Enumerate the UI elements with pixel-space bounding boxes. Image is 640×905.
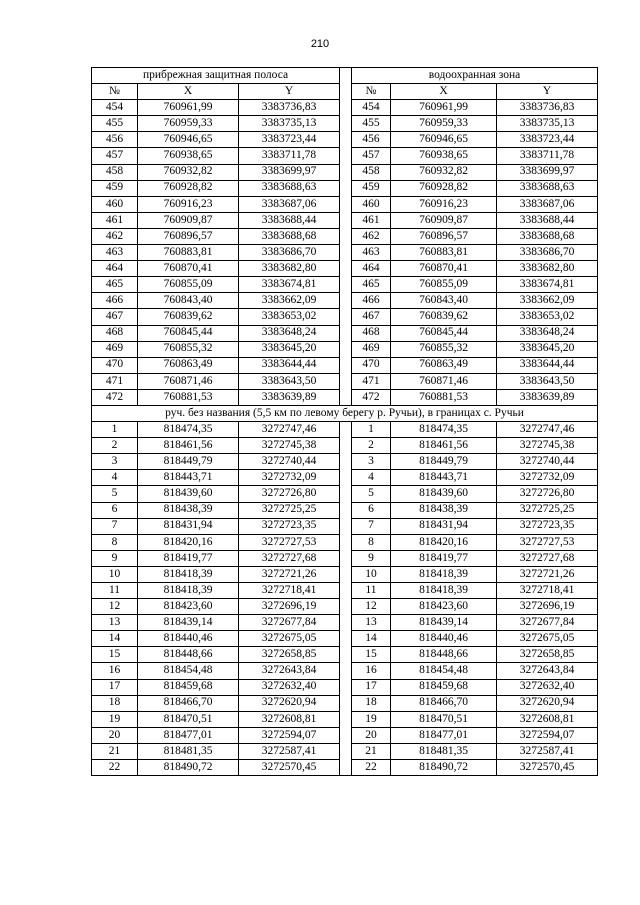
- left-table-title: прибрежная защитная полоса: [92, 68, 340, 84]
- left-y-value: 3272570,45: [239, 760, 340, 776]
- left-x-value: 818431,94: [138, 518, 239, 534]
- left-point-number: 455: [92, 116, 138, 132]
- left-x-value: 818459,68: [138, 679, 239, 695]
- left-y-value: 3272594,07: [239, 727, 340, 743]
- left-x-value: 760845,44: [138, 325, 239, 341]
- right-x-value: 818477,01: [391, 727, 497, 743]
- right-y-value: 3383682,80: [497, 261, 598, 277]
- right-x-value: 760870,41: [391, 261, 497, 277]
- right-point-number: 17: [352, 679, 391, 695]
- right-x-value: 760871,46: [391, 373, 497, 389]
- right-point-number: 456: [352, 132, 391, 148]
- right-x-value: 818474,35: [391, 422, 497, 438]
- right-y-value: 3272718,41: [497, 583, 598, 599]
- left-x-value: 818466,70: [138, 695, 239, 711]
- left-point-number: 1: [92, 422, 138, 438]
- right-x-value: 760961,99: [391, 100, 497, 116]
- left-point-number: 7: [92, 518, 138, 534]
- right-x-value: 760946,65: [391, 132, 497, 148]
- left-point-number: 12: [92, 599, 138, 615]
- left-point-number: 17: [92, 679, 138, 695]
- left-y-value: 3272675,05: [239, 631, 340, 647]
- right-x-value: 760916,23: [391, 196, 497, 212]
- left-x-value: 818448,66: [138, 647, 239, 663]
- right-y-value: 3272726,80: [497, 486, 598, 502]
- right-x-value: 818439,60: [391, 486, 497, 502]
- right-num-header: №: [352, 84, 391, 100]
- right-point-number: 468: [352, 325, 391, 341]
- left-x-value: 818418,39: [138, 566, 239, 582]
- right-point-number: 460: [352, 196, 391, 212]
- right-point-number: 459: [352, 180, 391, 196]
- left-y-value: 3383643,50: [239, 373, 340, 389]
- right-x-value: 818449,79: [391, 454, 497, 470]
- left-x-value: 760855,09: [138, 277, 239, 293]
- left-point-number: 2: [92, 438, 138, 454]
- right-y-value: 3272620,94: [497, 695, 598, 711]
- right-y-value: 3383648,24: [497, 325, 598, 341]
- right-x-value: 818418,39: [391, 566, 497, 582]
- left-point-number: 469: [92, 341, 138, 357]
- left-x-value: 760946,65: [138, 132, 239, 148]
- right-point-number: 3: [352, 454, 391, 470]
- right-y-value: 3383736,83: [497, 100, 598, 116]
- left-x-value: 760928,82: [138, 180, 239, 196]
- right-y-value: 3272740,44: [497, 454, 598, 470]
- right-y-value: 3272587,41: [497, 743, 598, 759]
- left-x-value: 760896,57: [138, 228, 239, 244]
- left-x-value: 760932,82: [138, 164, 239, 180]
- right-y-value: 3272608,81: [497, 711, 598, 727]
- left-y-value: 3272727,68: [239, 550, 340, 566]
- section-title: руч. без названия (5,5 км по левому берегу р. Ручьи), в границах с. Ручьи: [92, 405, 598, 421]
- right-y-value: 3272594,07: [497, 727, 598, 743]
- right-x-value: 760855,09: [391, 277, 497, 293]
- right-point-number: 8: [352, 534, 391, 550]
- right-x-value: 818490,72: [391, 760, 497, 776]
- left-point-number: 20: [92, 727, 138, 743]
- right-x-value: 760881,53: [391, 389, 497, 405]
- left-point-number: 459: [92, 180, 138, 196]
- left-point-number: 4: [92, 470, 138, 486]
- left-y-value: 3272696,19: [239, 599, 340, 615]
- right-point-number: 462: [352, 228, 391, 244]
- right-x-value: 818420,16: [391, 534, 497, 550]
- right-y-value: 3272725,25: [497, 502, 598, 518]
- left-y-value: 3383688,68: [239, 228, 340, 244]
- right-x-value: 760938,65: [391, 148, 497, 164]
- right-y-value: 3272643,84: [497, 663, 598, 679]
- left-x-value: 818443,71: [138, 470, 239, 486]
- left-point-number: 462: [92, 228, 138, 244]
- left-y-value: 3383723,44: [239, 132, 340, 148]
- left-y-value: 3272732,09: [239, 470, 340, 486]
- left-point-number: 460: [92, 196, 138, 212]
- right-point-number: 7: [352, 518, 391, 534]
- left-y-value: 3383686,70: [239, 245, 340, 261]
- right-point-number: 21: [352, 743, 391, 759]
- column-gap: [340, 422, 352, 776]
- right-x-value: 760932,82: [391, 164, 497, 180]
- left-x-value: 760881,53: [138, 389, 239, 405]
- left-y-value: 3383644,44: [239, 357, 340, 373]
- left-x-value: 818477,01: [138, 727, 239, 743]
- right-x-value: 818443,71: [391, 470, 497, 486]
- right-y-value: 3272732,09: [497, 470, 598, 486]
- left-y-value: 3272747,46: [239, 422, 340, 438]
- left-y-header: Y: [239, 84, 340, 100]
- left-point-number: 472: [92, 389, 138, 405]
- right-x-value: 760843,40: [391, 293, 497, 309]
- left-y-value: 3272726,80: [239, 486, 340, 502]
- right-x-value: 760909,87: [391, 212, 497, 228]
- right-y-value: 3272696,19: [497, 599, 598, 615]
- right-x-value: 818423,60: [391, 599, 497, 615]
- right-point-number: 466: [352, 293, 391, 309]
- left-x-header: X: [138, 84, 239, 100]
- left-y-value: 3272718,41: [239, 583, 340, 599]
- right-point-number: 1: [352, 422, 391, 438]
- left-point-number: 467: [92, 309, 138, 325]
- right-point-number: 19: [352, 711, 391, 727]
- left-point-number: 471: [92, 373, 138, 389]
- left-point-number: 3: [92, 454, 138, 470]
- right-y-value: 3272677,84: [497, 615, 598, 631]
- right-x-value: 818466,70: [391, 695, 497, 711]
- left-point-number: 456: [92, 132, 138, 148]
- right-y-value: 3383653,02: [497, 309, 598, 325]
- left-x-value: 818439,60: [138, 486, 239, 502]
- right-y-value: 3272658,85: [497, 647, 598, 663]
- right-y-value: 3383644,44: [497, 357, 598, 373]
- right-x-value: 760863,49: [391, 357, 497, 373]
- left-point-number: 16: [92, 663, 138, 679]
- right-point-number: 463: [352, 245, 391, 261]
- left-x-value: 760855,32: [138, 341, 239, 357]
- left-x-value: 818423,60: [138, 599, 239, 615]
- left-point-number: 15: [92, 647, 138, 663]
- left-point-number: 464: [92, 261, 138, 277]
- right-point-number: 10: [352, 566, 391, 582]
- left-y-value: 3383735,13: [239, 116, 340, 132]
- left-x-value: 818454,48: [138, 663, 239, 679]
- left-y-value: 3383699,97: [239, 164, 340, 180]
- left-x-value: 760843,40: [138, 293, 239, 309]
- right-point-number: 16: [352, 663, 391, 679]
- right-point-number: 2: [352, 438, 391, 454]
- left-x-value: 818418,39: [138, 583, 239, 599]
- right-y-value: 3272727,68: [497, 550, 598, 566]
- left-point-number: 458: [92, 164, 138, 180]
- left-y-value: 3383662,09: [239, 293, 340, 309]
- right-y-value: 3383643,50: [497, 373, 598, 389]
- left-point-number: 457: [92, 148, 138, 164]
- left-point-number: 8: [92, 534, 138, 550]
- right-point-number: 14: [352, 631, 391, 647]
- right-y-value: 3272745,38: [497, 438, 598, 454]
- right-y-value: 3383686,70: [497, 245, 598, 261]
- left-x-value: 760959,33: [138, 116, 239, 132]
- left-y-value: 3272677,84: [239, 615, 340, 631]
- left-x-value: 818439,14: [138, 615, 239, 631]
- left-point-number: 6: [92, 502, 138, 518]
- left-num-header: №: [92, 84, 138, 100]
- right-point-number: 469: [352, 341, 391, 357]
- table-row: [92, 422, 598, 438]
- left-point-number: 11: [92, 583, 138, 599]
- left-point-number: 463: [92, 245, 138, 261]
- left-x-value: 760883,81: [138, 245, 239, 261]
- left-point-number: 10: [92, 566, 138, 582]
- right-y-value: 3272570,45: [497, 760, 598, 776]
- right-x-value: 818440,46: [391, 631, 497, 647]
- left-x-value: 818438,39: [138, 502, 239, 518]
- title-row: [92, 68, 598, 84]
- right-point-number: 5: [352, 486, 391, 502]
- left-point-number: 18: [92, 695, 138, 711]
- right-point-number: 6: [352, 502, 391, 518]
- left-y-value: 3272632,40: [239, 679, 340, 695]
- right-y-value: 3383688,44: [497, 212, 598, 228]
- left-x-value: 818481,35: [138, 743, 239, 759]
- right-y-value: 3272723,35: [497, 518, 598, 534]
- right-x-value: 760896,57: [391, 228, 497, 244]
- right-y-value: 3383711,78: [497, 148, 598, 164]
- left-point-number: 465: [92, 277, 138, 293]
- right-point-number: 9: [352, 550, 391, 566]
- left-y-value: 3383645,20: [239, 341, 340, 357]
- left-point-number: 22: [92, 760, 138, 776]
- left-y-value: 3383688,44: [239, 212, 340, 228]
- right-point-number: 465: [352, 277, 391, 293]
- right-y-value: 3383723,44: [497, 132, 598, 148]
- left-y-value: 3383674,81: [239, 277, 340, 293]
- left-y-value: 3272723,35: [239, 518, 340, 534]
- left-y-value: 3272727,53: [239, 534, 340, 550]
- right-point-number: 15: [352, 647, 391, 663]
- left-x-value: 818470,51: [138, 711, 239, 727]
- left-x-value: 760916,23: [138, 196, 239, 212]
- left-y-value: 3383736,83: [239, 100, 340, 116]
- left-x-value: 818420,16: [138, 534, 239, 550]
- right-point-number: 472: [352, 389, 391, 405]
- left-y-value: 3272740,44: [239, 454, 340, 470]
- left-y-value: 3272658,85: [239, 647, 340, 663]
- right-point-number: 470: [352, 357, 391, 373]
- right-y-value: 3383688,63: [497, 180, 598, 196]
- left-x-value: 760863,49: [138, 357, 239, 373]
- left-y-value: 3272745,38: [239, 438, 340, 454]
- right-x-value: 760845,44: [391, 325, 497, 341]
- right-y-value: 3272632,40: [497, 679, 598, 695]
- right-y-value: 3272721,26: [497, 566, 598, 582]
- left-y-value: 3272608,81: [239, 711, 340, 727]
- right-point-number: 461: [352, 212, 391, 228]
- left-point-number: 21: [92, 743, 138, 759]
- right-y-value: 3383662,09: [497, 293, 598, 309]
- left-point-number: 14: [92, 631, 138, 647]
- right-x-value: 818438,39: [391, 502, 497, 518]
- left-point-number: 466: [92, 293, 138, 309]
- left-x-value: 760938,65: [138, 148, 239, 164]
- right-y-value: 3272727,53: [497, 534, 598, 550]
- right-x-value: 818454,48: [391, 663, 497, 679]
- right-point-number: 20: [352, 727, 391, 743]
- left-x-value: 760870,41: [138, 261, 239, 277]
- column-gap: [340, 68, 352, 406]
- right-y-value: 3383645,20: [497, 341, 598, 357]
- right-y-value: 3383699,97: [497, 164, 598, 180]
- right-point-number: 18: [352, 695, 391, 711]
- right-x-header: X: [391, 84, 497, 100]
- right-point-number: 464: [352, 261, 391, 277]
- right-point-number: 13: [352, 615, 391, 631]
- right-y-value: 3383687,06: [497, 196, 598, 212]
- left-y-value: 3383653,02: [239, 309, 340, 325]
- left-y-value: 3383711,78: [239, 148, 340, 164]
- right-x-value: 818431,94: [391, 518, 497, 534]
- right-x-value: 760959,33: [391, 116, 497, 132]
- right-x-value: 760855,32: [391, 341, 497, 357]
- right-x-value: 760883,81: [391, 245, 497, 261]
- right-x-value: 818439,14: [391, 615, 497, 631]
- left-point-number: 13: [92, 615, 138, 631]
- right-x-value: 818448,66: [391, 647, 497, 663]
- right-point-number: 467: [352, 309, 391, 325]
- left-point-number: 454: [92, 100, 138, 116]
- right-y-value: 3383639,89: [497, 389, 598, 405]
- left-x-value: 818440,46: [138, 631, 239, 647]
- left-y-value: 3272725,25: [239, 502, 340, 518]
- right-point-number: 11: [352, 583, 391, 599]
- left-y-value: 3272587,41: [239, 743, 340, 759]
- right-y-header: Y: [497, 84, 598, 100]
- coordinates-table: [91, 67, 598, 776]
- right-y-value: 3383674,81: [497, 277, 598, 293]
- right-y-value: 3272675,05: [497, 631, 598, 647]
- right-x-value: 818470,51: [391, 711, 497, 727]
- right-x-value: 818418,39: [391, 583, 497, 599]
- left-x-value: 760871,46: [138, 373, 239, 389]
- left-y-value: 3383682,80: [239, 261, 340, 277]
- left-y-value: 3383687,06: [239, 196, 340, 212]
- right-point-number: 4: [352, 470, 391, 486]
- right-x-value: 818459,68: [391, 679, 497, 695]
- page-number: 210: [310, 38, 330, 50]
- left-x-value: 818461,56: [138, 438, 239, 454]
- left-y-value: 3383648,24: [239, 325, 340, 341]
- right-x-value: 818419,77: [391, 550, 497, 566]
- right-y-value: 3272747,46: [497, 422, 598, 438]
- left-y-value: 3272620,94: [239, 695, 340, 711]
- right-table-title: водоохранная зона: [352, 68, 598, 84]
- right-point-number: 454: [352, 100, 391, 116]
- right-x-value: 818461,56: [391, 438, 497, 454]
- left-point-number: 9: [92, 550, 138, 566]
- right-point-number: 22: [352, 760, 391, 776]
- left-point-number: 19: [92, 711, 138, 727]
- right-x-value: 760839,62: [391, 309, 497, 325]
- left-x-value: 818449,79: [138, 454, 239, 470]
- right-point-number: 471: [352, 373, 391, 389]
- right-x-value: 760928,82: [391, 180, 497, 196]
- left-x-value: 760839,62: [138, 309, 239, 325]
- right-point-number: 12: [352, 599, 391, 615]
- left-point-number: 461: [92, 212, 138, 228]
- left-y-value: 3272643,84: [239, 663, 340, 679]
- right-point-number: 458: [352, 164, 391, 180]
- left-x-value: 760909,87: [138, 212, 239, 228]
- left-y-value: 3272721,26: [239, 566, 340, 582]
- left-x-value: 760961,99: [138, 100, 239, 116]
- section-title-row: [92, 405, 598, 421]
- left-x-value: 818490,72: [138, 760, 239, 776]
- right-y-value: 3383735,13: [497, 116, 598, 132]
- left-x-value: 818474,35: [138, 422, 239, 438]
- right-point-number: 457: [352, 148, 391, 164]
- left-point-number: 468: [92, 325, 138, 341]
- left-y-value: 3383639,89: [239, 389, 340, 405]
- left-point-number: 5: [92, 486, 138, 502]
- left-y-value: 3383688,63: [239, 180, 340, 196]
- left-point-number: 470: [92, 357, 138, 373]
- left-x-value: 818419,77: [138, 550, 239, 566]
- right-y-value: 3383688,68: [497, 228, 598, 244]
- right-x-value: 818481,35: [391, 743, 497, 759]
- right-point-number: 455: [352, 116, 391, 132]
